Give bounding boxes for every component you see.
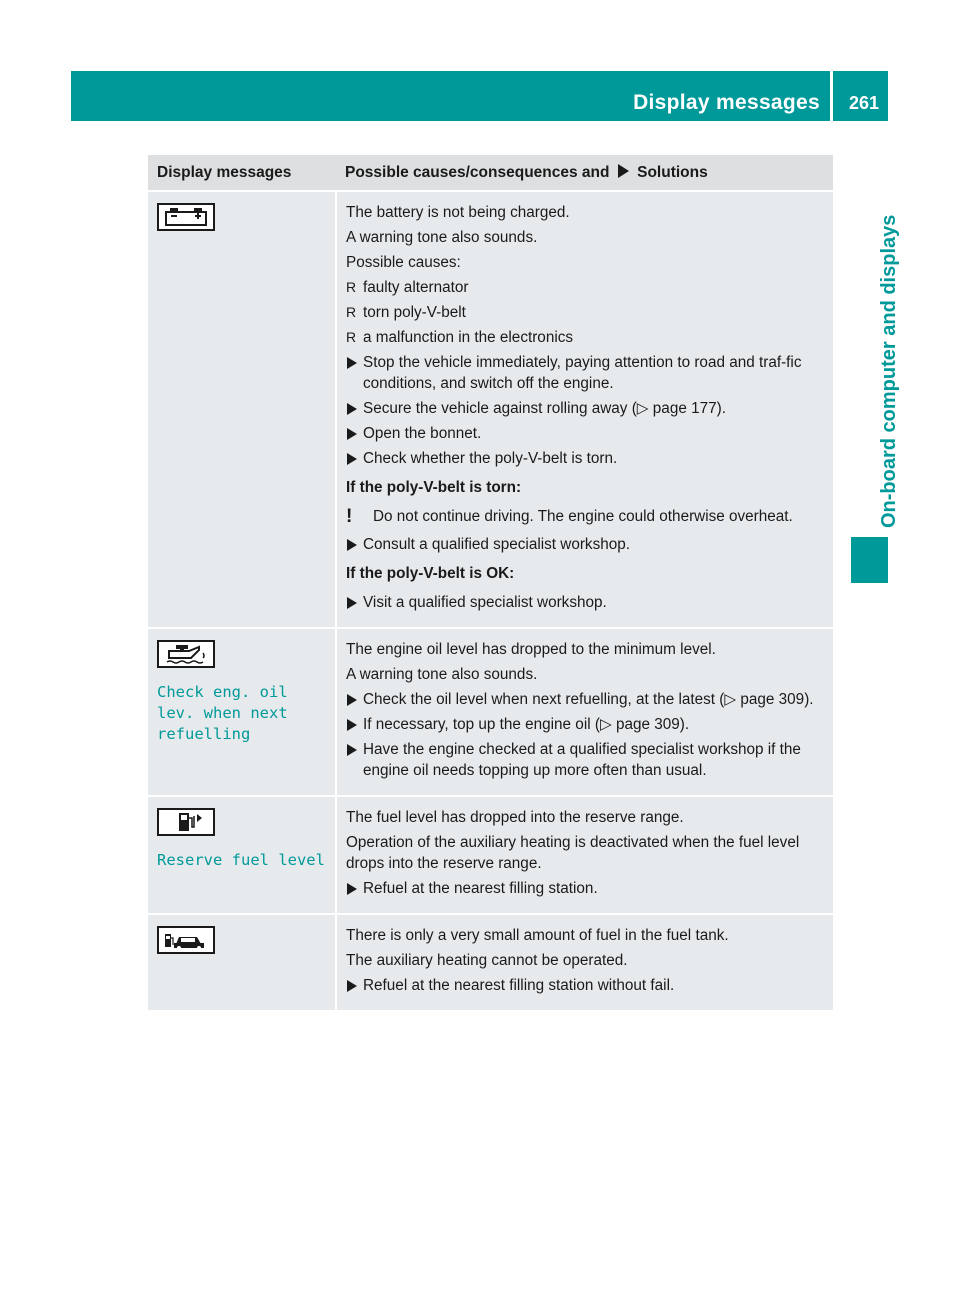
col-header-display-messages: Display messages: [148, 155, 336, 191]
cause-text: A warning tone also sounds.: [346, 666, 538, 683]
subheading: If the poly-V-belt is OK:: [346, 565, 515, 582]
col-header-causes-text: Possible causes/consequences and: [345, 164, 610, 181]
action-step: Check whether the poly-V-belt is torn.: [346, 448, 826, 469]
cause-text: There is only a very small amount of fuel in the fuel tank.: [346, 927, 729, 944]
fuel-car-icon: [157, 926, 215, 954]
play-arrow-icon: [618, 164, 629, 178]
page-header-title: Display messages: [633, 91, 820, 114]
warning-exclamation-icon: !: [346, 506, 353, 527]
side-tab-label-wrap: [848, 132, 900, 528]
page-number: 261: [848, 93, 879, 113]
action-step: If necessary, top up the engine oil (▷ page 309).: [346, 714, 826, 735]
display-messages-table: [148, 155, 833, 1012]
action-step: Stop the vehicle immediately, paying attention to road and traf-fic conditions, and switch off the engine.: [346, 352, 826, 394]
table-row: [148, 914, 833, 1011]
display-message-text: Check eng. oil lev. when next refuelling: [157, 683, 288, 743]
action-step: Visit a qualified specialist workshop.: [346, 592, 826, 613]
action-step: Refuel at the nearest filling station.: [346, 878, 826, 899]
cause-text: Operation of the auxiliary heating is deactivated when the fuel level drops into the reserve range.: [346, 834, 800, 872]
action-step: Consult a qualified specialist workshop.: [346, 534, 826, 555]
table-row: [148, 796, 833, 914]
causes-cell: [336, 914, 833, 1011]
side-tab-label: On-board computer and displays: [878, 214, 900, 528]
bullet-item: R faulty alternator: [346, 277, 826, 298]
causes-cell: [336, 191, 833, 628]
battery-icon: [157, 203, 215, 231]
cause-text: A warning tone also sounds.: [346, 229, 538, 246]
action-step: Secure the vehicle against rolling away (▷ page 177).: [346, 398, 826, 419]
display-message-cell: [148, 191, 336, 628]
cause-text: The fuel level has dropped into the reserve range.: [346, 809, 684, 826]
col-header-solutions-text: Solutions: [637, 164, 708, 181]
table-row: [148, 628, 833, 796]
cause-text: The engine oil level has dropped to the minimum level.: [346, 641, 716, 658]
action-step: Refuel at the nearest filling station without fail.: [346, 975, 826, 996]
causes-cell: [336, 796, 833, 914]
display-message-text: Reserve fuel level: [157, 851, 325, 869]
display-message-cell: [148, 796, 336, 914]
warning-text: Do not continue driving. The engine could otherwise overheat.: [373, 508, 793, 525]
table-header-row: [148, 155, 833, 191]
page-header-bar: [71, 71, 888, 121]
header-divider: [830, 71, 833, 121]
oil-can-icon: [157, 640, 215, 668]
cause-text: The auxiliary heating cannot be operated.: [346, 952, 628, 969]
bullet-item: R torn poly-V-belt: [346, 302, 826, 323]
fuel-pump-icon: [157, 808, 215, 836]
display-message-cell: [148, 628, 336, 796]
action-step: Open the bonnet.: [346, 423, 826, 444]
table-row: [148, 191, 833, 628]
cause-text: The battery is not being charged.: [346, 204, 570, 221]
action-step: Have the engine checked at a qualified specialist workshop if the engine oil needs topping up more often than usual.: [346, 739, 826, 781]
causes-cell: [336, 628, 833, 796]
bullet-item: R a malfunction in the electronics: [346, 327, 826, 348]
action-step: Check the oil level when next refuelling, at the latest (▷ page 309).: [346, 689, 826, 710]
cause-text: Possible causes:: [346, 254, 461, 271]
subheading: If the poly-V-belt is torn:: [346, 479, 522, 496]
col-header-causes: [336, 155, 833, 191]
display-message-cell: [148, 914, 336, 1011]
side-tab-block: [851, 537, 888, 583]
warning-note: [346, 506, 826, 527]
